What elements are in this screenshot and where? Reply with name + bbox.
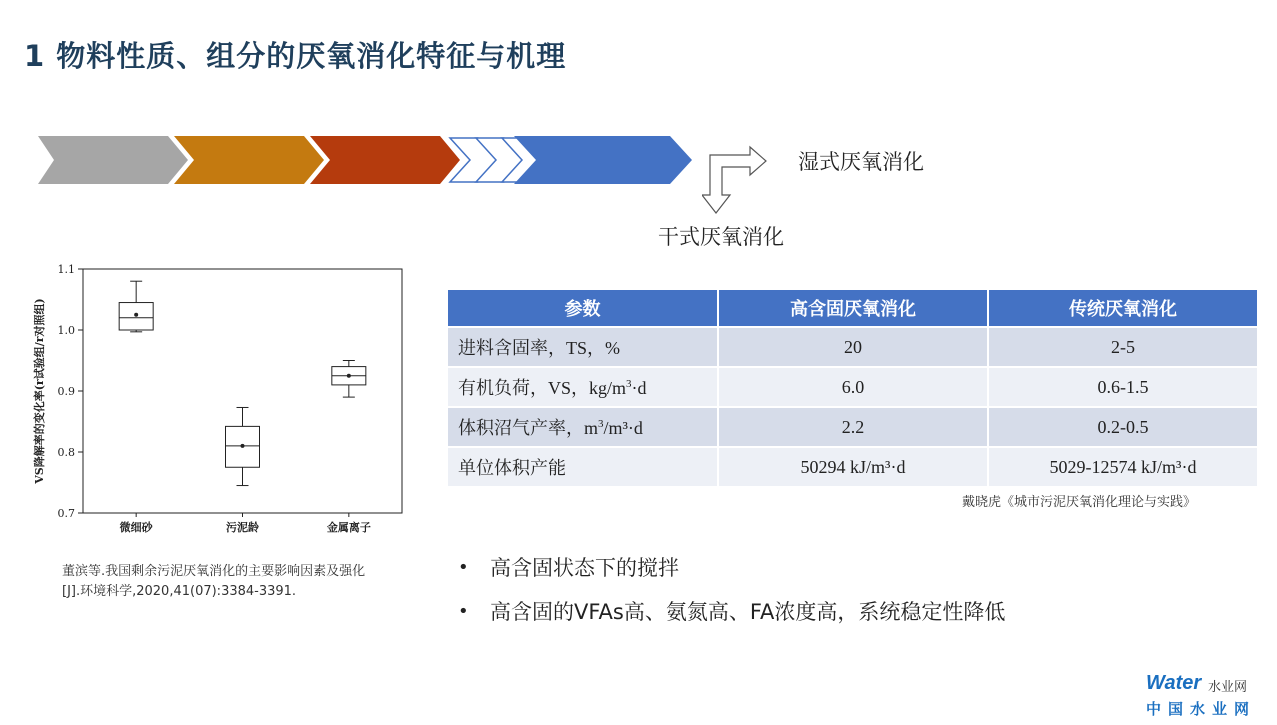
high-solids-cell: 6.0 xyxy=(718,367,988,407)
list-item: • 高含固的VFAs高、氨氮高、FA浓度高，系统稳定性降低 xyxy=(458,596,1005,640)
citation-left xyxy=(62,562,422,602)
table-header: 参数 xyxy=(448,290,718,327)
y-axis-label: VS降解率的变化率(r试验组/r对照组) xyxy=(33,298,46,484)
param-cell: 有机负荷，VS，$kg/m^3\cdot d$ xyxy=(448,367,718,407)
citation-left-line2: [J].环境科学,2020,41(07):3384-3391. xyxy=(62,584,297,599)
y-tick-label: 0.9 xyxy=(57,385,75,398)
x-tick-label: 污泥龄 xyxy=(226,521,259,534)
boxplot-chart xyxy=(30,255,415,540)
logo-water-text: Water xyxy=(1146,672,1202,694)
bullet-icon: • xyxy=(458,557,469,578)
param-cell: 单位体积产能 xyxy=(448,447,718,486)
citation-right: 戴晓虎《城市污泥厌氧消化理论与实践》 xyxy=(962,495,1197,510)
step-label-sludge-age: 污泥龄 xyxy=(84,11,144,35)
mean-dot xyxy=(241,444,245,448)
table-header-row xyxy=(448,290,1258,327)
chevron-sludge-age xyxy=(38,136,188,184)
high-solids-cell: 20 xyxy=(718,327,988,367)
wet-digestion-label: 湿式厌氧消化 xyxy=(798,150,924,174)
traditional-cell: 0.2-0.5 xyxy=(988,407,1258,447)
water-logo xyxy=(1146,672,1271,720)
table-row xyxy=(448,327,1258,367)
list-item: • 高含固状态下的搅拌 xyxy=(458,552,1005,596)
y-tick-label: 0.7 xyxy=(57,507,75,520)
step-label-water-content: 污泥含水率 xyxy=(558,11,658,35)
mean-dot xyxy=(347,374,351,378)
chevron-metal-ions xyxy=(310,136,460,184)
high-solids-cell: 50294 kJ/m³·d xyxy=(718,447,988,486)
parameter-table xyxy=(448,290,1259,486)
table-header: 传统厌氧消化 xyxy=(988,290,1258,327)
chevron-sand-content xyxy=(174,136,324,184)
bullet-icon: • xyxy=(458,601,469,622)
mean-dot xyxy=(134,313,138,317)
citation-left-line1: 董滨等.我国剩余污泥厌氧消化的主要影响因素及强化 xyxy=(62,564,366,579)
traditional-cell: 5029-12574 kJ/m³·d xyxy=(988,447,1258,486)
traditional-cell: 2-5 xyxy=(988,327,1258,367)
traditional-cell: 0.6-1.5 xyxy=(988,367,1258,407)
dry-digestion-label: 干式厌氧消化 xyxy=(658,225,784,249)
bullet-list xyxy=(458,552,1005,640)
table-row xyxy=(448,447,1258,486)
table-row xyxy=(448,407,1258,447)
chevron-water-content xyxy=(514,136,692,184)
y-tick-label: 0.8 xyxy=(57,446,75,459)
step-label-sand-content: 含砂量 xyxy=(220,11,280,35)
table-row xyxy=(448,367,1258,407)
high-solids-cell: 2.2 xyxy=(718,407,988,447)
logo-cn-text: 中国水业网 xyxy=(1146,700,1257,718)
param-cell: 进料含固率，TS，% xyxy=(448,327,718,367)
flow-chevrons xyxy=(38,136,698,184)
x-tick-label: 金属离子 xyxy=(326,521,371,534)
y-tick-label: 1.1 xyxy=(57,263,75,276)
split-arrow-icon xyxy=(702,143,772,217)
logo-hand-text: 水业网 xyxy=(1208,680,1248,695)
x-tick-label: 微细砂 xyxy=(119,521,153,534)
y-tick-label: 1.0 xyxy=(57,324,75,337)
step-label-metal-ions: 金属离子 xyxy=(348,11,428,35)
table-header: 高含固厌氧消化 xyxy=(718,290,988,327)
page-title: 1 物料性质、组分的厌氧消化特征与机理 xyxy=(24,39,567,73)
param-cell: 体积沼气产率，$m^3/m^3\cdot d$ xyxy=(448,407,718,447)
